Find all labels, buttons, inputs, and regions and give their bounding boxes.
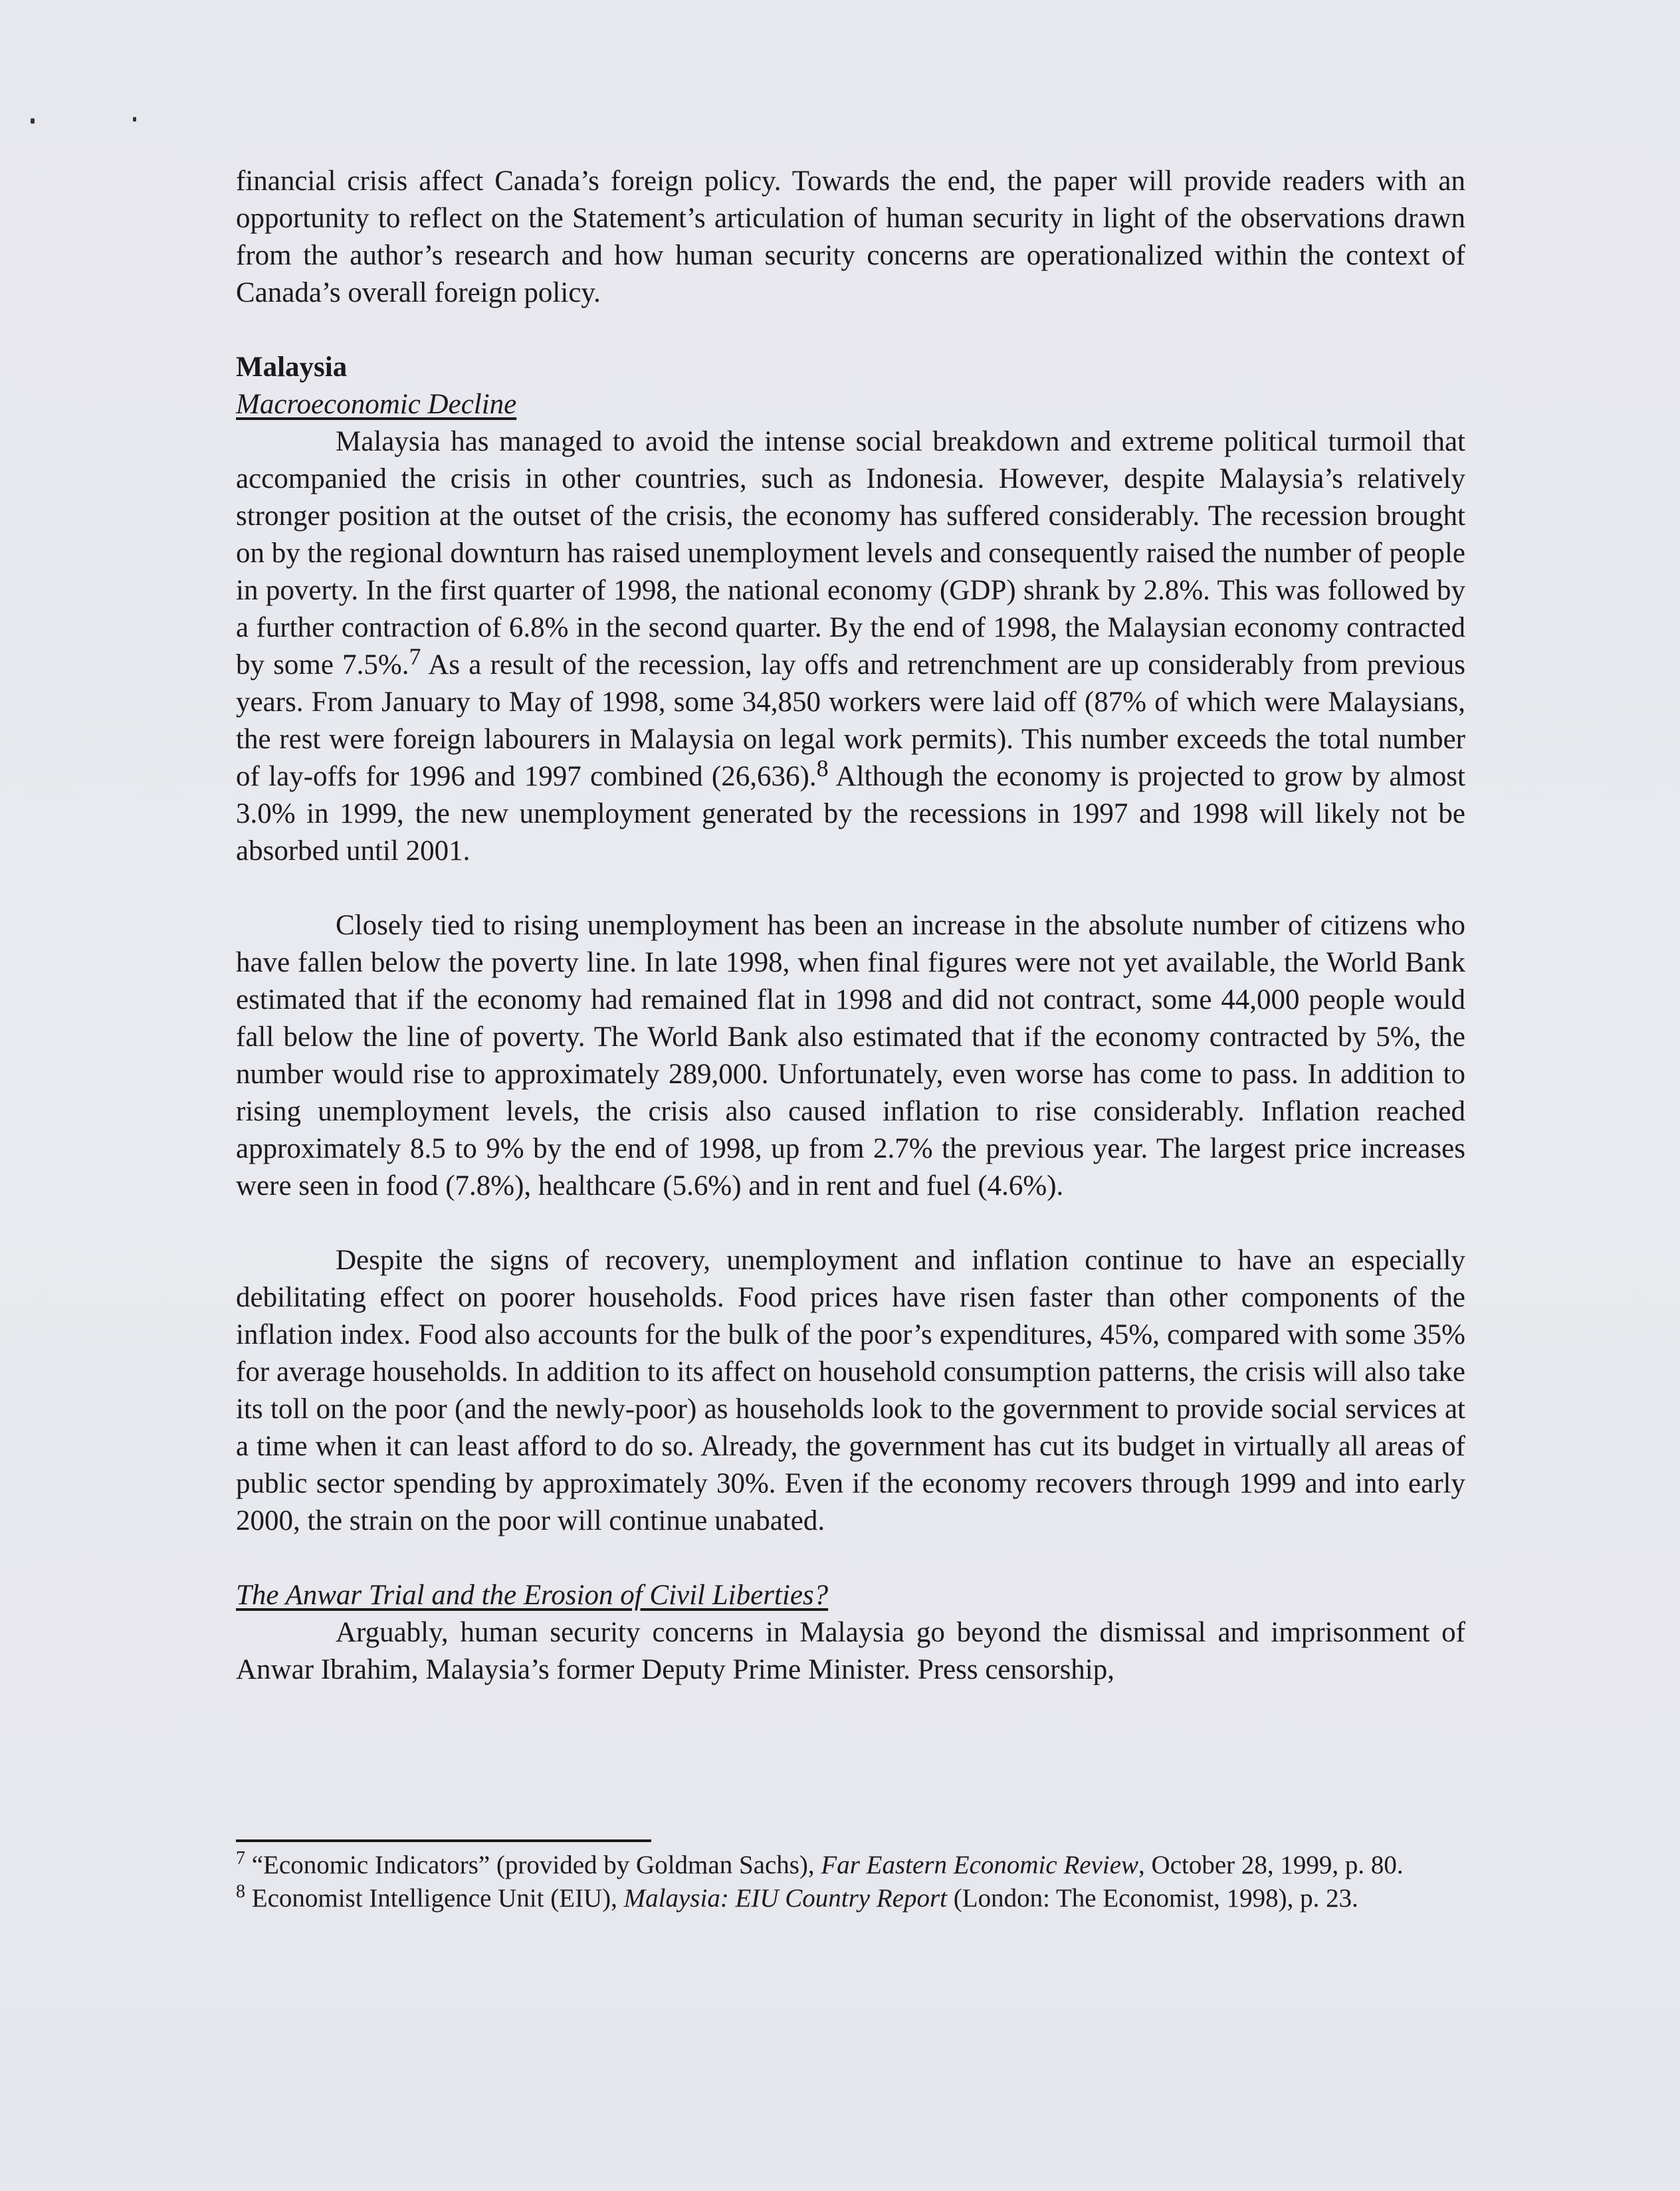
scan-speck	[133, 117, 136, 122]
subheading-macroeconomic-decline: Macroeconomic Decline	[236, 389, 517, 420]
footnote-8	[236, 1882, 1465, 1915]
footnote-divider	[236, 1839, 651, 1842]
footnote-text: , October 28, 1999, p. 80.	[1138, 1851, 1404, 1879]
footnote-ref-8: 8	[816, 755, 829, 782]
footnote-title: Far Eastern Economic Review	[821, 1851, 1139, 1879]
footnote-title: Malaysia: EIU Country Report	[623, 1884, 948, 1913]
subheading-anwar-trial: The Anwar Trial and the Erosion of Civil Liberties?	[236, 1580, 829, 1611]
footnote-number: 8	[236, 1881, 245, 1902]
footnote-7	[236, 1849, 1465, 1882]
paragraph-households: Despite the signs of recovery, unemployment and inflation continue to have an especially debilitating effect on poorer households. Food prices have risen faster than other components of the inflation index. Food also accounts for the bulk of the poor’s expenditures, 45%, compared with some 35% for average households. In addition to its affect on household consumption patterns, the crisis will also take its toll on the poor (and the newly-poor) as households look to the government to provide social services at a time when it can least afford to do so. Already, the government has cut its budget in virtually all areas of public sector spending by approximately 30%. Even if the economy recovers through 1999 and into early 2000, the strain on the poor will continue unabated.	[236, 1245, 1465, 1536]
paragraph-text: Malaysia has managed to avoid the intense social breakdown and extreme political turmoil that accompanied the crisis in other countries, such as Indonesia. However, despite Malaysia’s relatively stronger position at the outset of the crisis, the economy has suffered considerably. The recession brought on by the regional downturn has raised unemployment levels and consequently raised the number of people in poverty. In the first quarter of 1998, the national economy (GDP) shrank by 2.8%. This was followed by a further contraction of 6.8% in the second quarter. By the end of 1998, the Malaysian economy contracted by some 7.5%.	[236, 426, 1465, 680]
paragraph-poverty: Closely tied to rising unemployment has been an increase in the absolute number of citizens who have fallen below the poverty line. In late 1998, when final figures were not yet available, the World Bank estimated that if the economy had remained flat in 1998 and did not contract, some 44,000 people would fall below the line of poverty. The World Bank also estimated that if the economy contracted by 5%, the number would rise to approximately 289,000. Unfortunately, even worse has come to pass. In addition to rising unemployment levels, the crisis also caused inflation to rise considerably. Inflation reached approximately 8.5 to 9% by the end of 1998, up from 2.7% the previous year. The largest price increases were seen in food (7.8%), healthcare (5.6%) and in rent and fuel (4.6%).	[236, 910, 1465, 1201]
footnotes	[236, 1849, 1465, 1915]
paragraph-text: As a result of the recession, lay offs and retrenchment are up considerably from previous years. From January to May of 1998, some 34,850 workers were laid off (87% of which were Malaysians, the rest were foreign labourers in Malaysia on legal work permits). This number exceeds the total number of lay-offs for 1996 and 1997 combined (26,636).	[236, 649, 1465, 792]
intro-paragraph: financial crisis affect Canada’s foreign policy. Towards the end, the paper will provide readers with an opportunity to reflect on the Statement’s articulation of human security in light of the observations drawn from the author’s research and how human security concerns are operationalized within the context of Canada’s overall foreign policy.	[236, 165, 1465, 308]
section-heading-malaysia: Malaysia	[236, 352, 348, 383]
footnote-number: 7	[236, 1848, 245, 1869]
body-text	[236, 163, 1465, 1689]
scan-speck	[31, 118, 35, 124]
footnote-text: Economist Intelligence Unit (EIU),	[251, 1884, 624, 1913]
footnote-text: “Economic Indicators” (provided by Goldman Sachs),	[251, 1851, 821, 1879]
footnote-text: (London: The Economist, 1998), p. 23.	[947, 1884, 1358, 1913]
paragraph-anwar: Arguably, human security concerns in Malaysia go beyond the dismissal and imprisonment of Anwar Ibrahim, Malaysia’s former Deputy Prime Minister. Press censorship,	[236, 1617, 1465, 1685]
footnote-ref-7: 7	[409, 643, 421, 670]
paragraph-text: Although the economy is projected to grow by almost 3.0% in 1999, the new unemployment generated by the recessions in 1997 and 1998 will likely not be absorbed until 2001.	[236, 761, 1465, 867]
paragraph-macroeconomic	[236, 423, 1465, 870]
